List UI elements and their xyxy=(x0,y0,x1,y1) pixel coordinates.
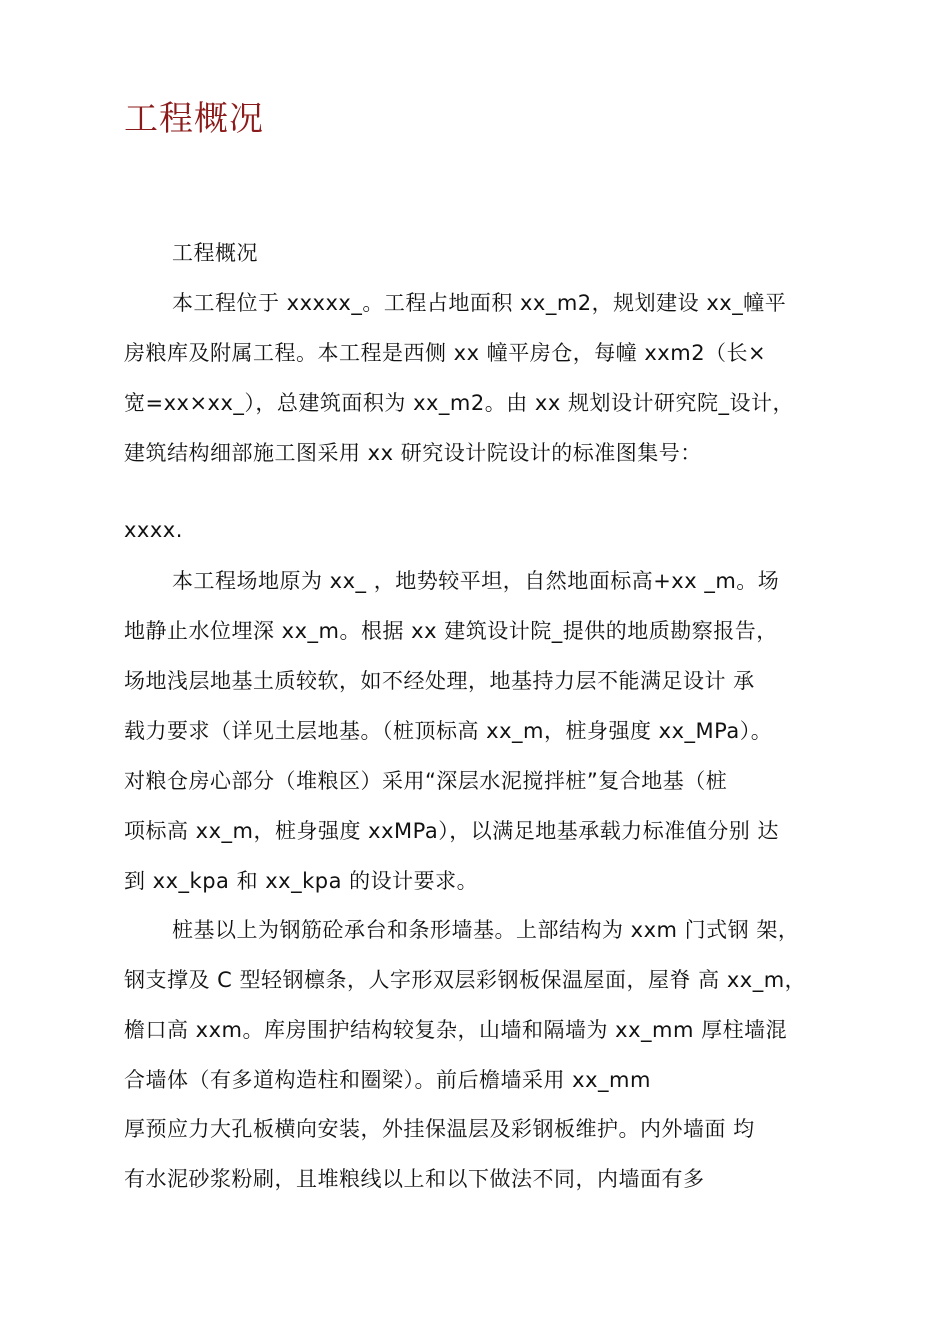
paragraph-line: 厚预应力大孔板横向安装，外挂保温层及彩钢板维护。内外墙面 均 xyxy=(124,1117,755,1141)
section-heading: 工程概况 xyxy=(172,241,258,265)
paragraph-line: 宽=xx×xx_），总建筑面积为 xx_m2。由 xx 规划设计研究院_设计， xyxy=(124,391,794,415)
paragraph-line: 对粮仓房心部分（堆粮区）采用“深层水泥搅拌桩”复合地基（桩 xyxy=(124,769,728,793)
paragraph-line: 载力要求（详见土层地基。（桩顶标高 xx_m，桩身强度 xx_MPa）。 xyxy=(124,719,773,743)
paragraph-line: 桩基以上为钢筋砼承台和条形墙基。上部结构为 xxm 门式钢 架， xyxy=(172,918,800,942)
paragraph-line: 场地浅层地基土质较软，如不经处理，地基持力层不能满足设计 承 xyxy=(124,669,755,693)
paragraph-line: 本工程场地原为 xx_ ，地势较平坦，自然地面标高+xx _m。场 xyxy=(172,569,780,593)
paragraph-line: 到 xx_kpa 和 xx_kpa 的设计要求。 xyxy=(124,869,479,893)
paragraph-line: 房粮库及附属工程。本工程是西侧 xx 幢平房仓，每幢 xxm2（长× xyxy=(124,341,767,365)
paragraph-line: 本工程位于 xxxxx_。工程占地面积 xx_m2，规划建设 xx_幢平 xyxy=(172,291,787,315)
paragraph-line: 合墙体（有多道构造柱和圈梁）。前后檐墙采用 xx_mm xyxy=(124,1068,651,1092)
paragraph-line: xxxx. xyxy=(124,518,183,542)
paragraph-line: 建筑结构细部施工图采用 xx 研究设计院设计的标准图集号： xyxy=(124,441,702,465)
paragraph-line: 项标高 xx_m，桩身强度 xxMPa），以满足地基承载力标准值分别 达 xyxy=(124,819,779,843)
paragraph-line: 钢支撑及 C 型轻钢檩条，人字形双层彩钢板保温屋面，屋脊 高 xx_m， xyxy=(124,968,807,992)
document-title: 工程概况 xyxy=(124,99,264,139)
paragraph-line: 地静止水位埋深 xx_m。根据 xx 建筑设计院_提供的地质勘察报告， xyxy=(124,619,778,643)
paragraph-line: 有水泥砂浆粉刷，且堆粮线以上和以下做法不同，内墙面有多 xyxy=(124,1167,705,1191)
paragraph-line: 檐口高 xxm。库房围护结构较复杂，山墙和隔墙为 xx_mm 厚柱墙混 xyxy=(124,1018,788,1042)
